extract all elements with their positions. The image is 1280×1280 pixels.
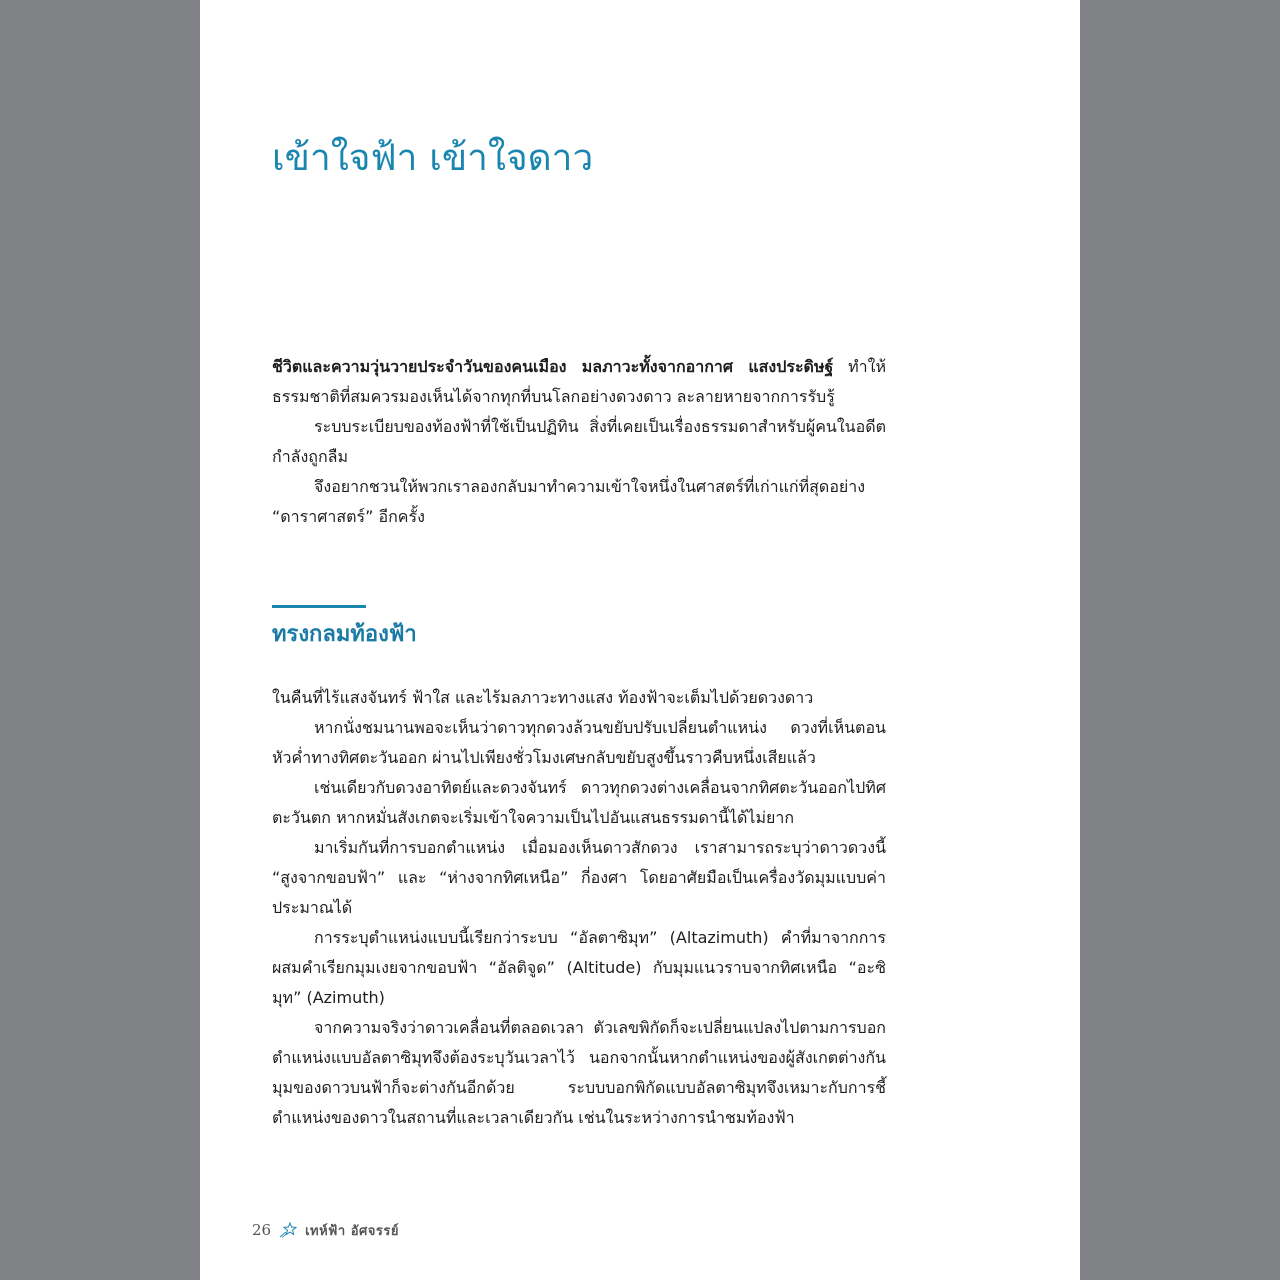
body-paragraph: เช่นเดียวกับดวงอาทิตย์และดวงจันทร์ ดาวทุกดวงต่างเคลื่อนจากทิศตะวันออกไปทิศตะวันตก หากหมั่นสังเกตจะเริ่มเข้าใจความเป็นไปอันแสนธรรมดานี้ได้ไม่ยาก: [272, 778, 886, 827]
intro-paragraph-2: ระบบระเบียบของท้องฟ้าที่ใช้เป็นปฏิทิน สิ่งที่เคยเป็นเรื่องธรรมดาสำหรับผู้คนในอดีตกำลังถูกลืม: [272, 417, 886, 466]
shooting-star-icon: [279, 1222, 297, 1238]
intro-paragraph-1-rest: ทำให้ธรรมชาติที่สมควรมองเห็นได้จากทุกที่บนโลกอย่างดวงดาว ละลายหายจากการรับรู้: [272, 357, 887, 406]
page-number: 26: [252, 1221, 272, 1239]
body-paragraph: การระบุตำแหน่งแบบนี้เรียกว่าระบบ “อัลตาซิมุท” (Altazimuth) คำที่มาจากการผสมคำเรียกมุมเงยจากขอบฟ้า “อัลติจูด” (Altitude) กับมุมแนวราบจากทิศเหนือ “อะซิมุท” (Azimuth): [272, 928, 886, 1007]
document-page: [200, 0, 1080, 1280]
body-paragraph: มาเริ่มกันที่การบอกตำแหน่ง เมื่อมองเห็นดาวสักดวง เราสามารถระบุว่าดาวดวงนี้ “สูงจากขอบฟ้า” และ “ห่างจากทิศเหนือ” กี่องศา โดยอาศัยมือเป็นเครื่องวัดมุมแบบค่าประมาณได้: [272, 838, 886, 917]
body-paragraph: ในคืนที่ไร้แสงจันทร์ ฟ้าใส และไร้มลภาวะทางแสง ท้องฟ้าจะเต็มไปด้วยดวงดาว: [272, 688, 814, 707]
chapter-title: เข้าใจฟ้า เข้าใจดาว: [272, 136, 594, 179]
body-paragraph: หากนั่งชมนานพอจะเห็นว่าดาวทุกดวงล้วนขยับปรับเปลี่ยนตำแหน่ง ดวงที่เห็นตอนหัวค่ำทางทิศตะวันออก ผ่านไปเพียงชั่วโมงเศษกลับขยับสูงขึ้นราวคืบหนึ่งเสียแล้ว: [272, 718, 886, 767]
section-divider: [272, 605, 366, 608]
intro-text: [272, 352, 886, 532]
intro-paragraph-3: จึงอยากชวนให้พวกเราลองกลับมาทำความเข้าใจหนึ่งในศาสตร์ที่เก่าแก่ที่สุดอย่าง “ดาราศาสตร์” อีกครั้ง: [272, 477, 866, 526]
page-footer: [252, 1218, 399, 1242]
intro-lead: ชีวิตและความวุ่นวายประจำวันของคนเมือง มลภาวะทั้งจากอากาศ แสงประดิษฐ์: [272, 357, 834, 376]
body-paragraph: จากความจริงว่าดาวเคลื่อนที่ตลอดเวลา ตัวเลขพิกัดก็จะเปลี่ยนแปลงไปตามการบอกตำแหน่งแบบอัลตาซิมุทจึงต้องระบุวันเวลาไว้ นอกจากนั้นหากตำแหน่งของผู้สังเกตต่างกัน มุมของดาวบนฟ้าก็จะต่างกันอีกด้วย ระบบบอกพิกัดแบบอัลตาซิมุทจึงเหมาะกับการชี้ตำแหน่งของดาวในสถานที่และเวลาเดียวกัน เช่นในระหว่างการนำชมท้องฟ้า: [272, 1018, 886, 1127]
intro-paragraph-1: [272, 352, 886, 412]
section-heading: ทรงกลมท้องฟ้า: [272, 622, 417, 647]
book-title: เทห์ฟ้า อัศจรรย์: [305, 1223, 399, 1239]
section-body: [272, 683, 886, 1133]
